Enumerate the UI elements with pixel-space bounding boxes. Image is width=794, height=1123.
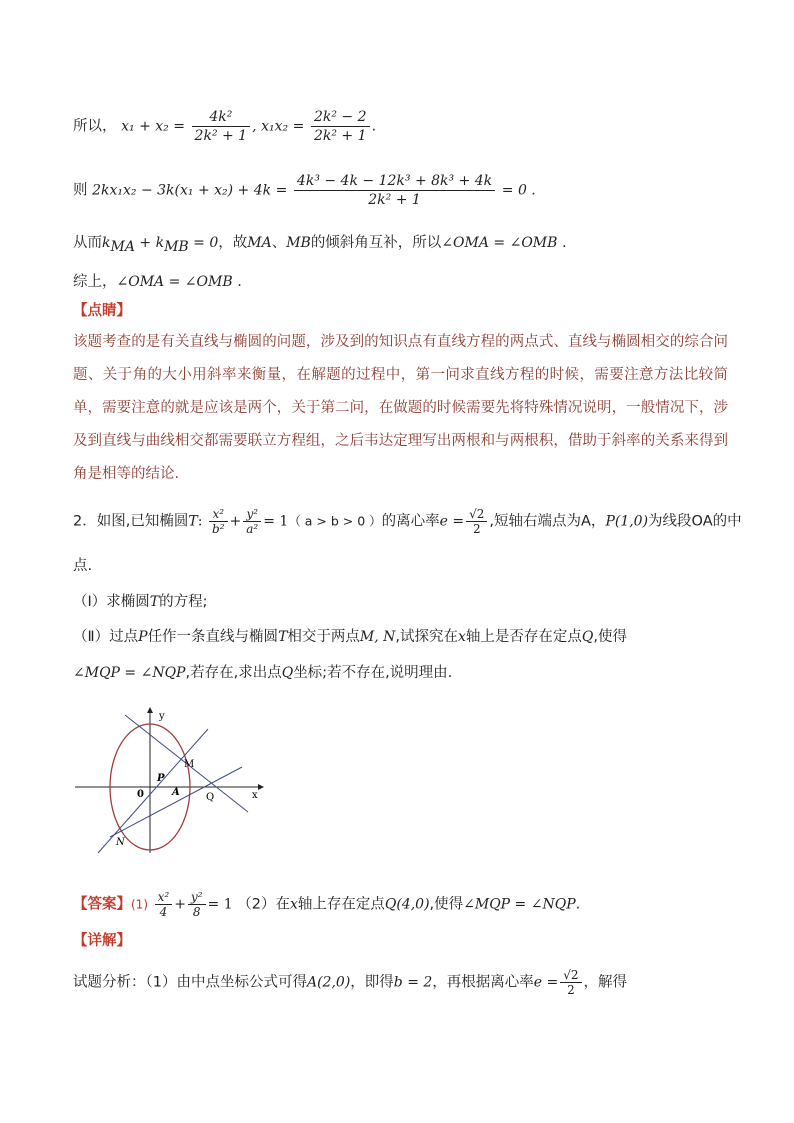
line-nq bbox=[110, 767, 242, 837]
numerator: y² bbox=[243, 507, 261, 522]
points-mn: M, N bbox=[359, 629, 396, 645]
period: . bbox=[232, 274, 242, 290]
numerator: x² bbox=[155, 890, 173, 905]
text: 2．如图,已知椭圆 bbox=[73, 513, 189, 530]
x-fraction bbox=[209, 507, 228, 536]
denominator: 8 bbox=[192, 905, 201, 919]
y-label: y bbox=[159, 711, 165, 722]
sum-fraction bbox=[192, 108, 251, 145]
q-label: Q bbox=[206, 792, 215, 803]
part-2 bbox=[73, 627, 627, 647]
problem-2-continued: 点. bbox=[73, 558, 93, 574]
m-label: M bbox=[184, 759, 195, 770]
summary-line bbox=[73, 272, 242, 292]
dianjing-paragraph: 该题考查的是有关直线与椭圆的问题，涉及到的知识点有直线方程的两点式、直线与椭圆相交的综合问题、关于角的大小用斜率来衡量，在解题的过程中，第一问求直线方程的时候，需要注意方法比较简单，需要注意的就是应该是两个，关于第二问，在做题的时候需要先将特殊情况说明，一般情况下，涉及到直线与曲线相交都需要联立方程组，之后韦达定理写出两根和与两根积，借助于斜率的关系来得到角是相等的结论. bbox=[73, 334, 728, 482]
condition: （ a > b > 0 ） bbox=[288, 513, 382, 529]
equation-sum-product bbox=[73, 108, 376, 145]
y-axis-arrow bbox=[147, 707, 153, 713]
denominator: b² bbox=[212, 522, 225, 536]
xiangjie-heading: 【详解】 bbox=[73, 933, 131, 949]
product-numerator: 2k² − 2 bbox=[311, 108, 370, 127]
text-prefix: 所以， bbox=[73, 118, 117, 135]
point-q: Q bbox=[281, 665, 294, 681]
denominator: 2 bbox=[567, 983, 575, 997]
answer-line bbox=[73, 890, 580, 919]
point-a: A(2,0) bbox=[306, 974, 351, 991]
numerator: y² bbox=[188, 890, 206, 905]
rhs-fraction bbox=[294, 172, 495, 209]
text: ，故 bbox=[218, 235, 248, 251]
text: 的离心率 bbox=[381, 513, 440, 530]
text: ,使得 bbox=[429, 896, 464, 913]
angle-equality: ∠MQP = ∠NQP bbox=[463, 896, 576, 913]
n-label: N bbox=[116, 837, 125, 848]
answer-x-fraction bbox=[155, 890, 173, 919]
text: ,使得 bbox=[593, 629, 628, 645]
ellipse-t: T bbox=[149, 594, 160, 610]
point-p: P(1,0) bbox=[605, 513, 649, 530]
ellipse-t: T bbox=[278, 629, 288, 645]
plus-k: + k bbox=[134, 235, 165, 251]
product-fraction bbox=[311, 108, 370, 145]
x-label: x bbox=[252, 790, 258, 801]
sum-denominator: 2k² + 1 bbox=[194, 128, 248, 144]
text: 任作一条直线与椭圆 bbox=[147, 629, 279, 645]
text: 的方程; bbox=[159, 594, 208, 610]
sum-lhs: x₁ + x₂ = bbox=[121, 118, 185, 135]
eccentricity-lhs: e = bbox=[533, 974, 559, 991]
conclusion-slopes bbox=[73, 233, 567, 257]
denominator: 4 bbox=[159, 905, 168, 919]
answer-heading: 【答案】 bbox=[73, 896, 131, 913]
numerator: √2 bbox=[466, 507, 487, 522]
text: 轴上存在定点 bbox=[297, 896, 385, 913]
equals-zero: = 0 bbox=[188, 235, 219, 251]
p-label: P bbox=[157, 773, 165, 784]
point-q-value: Q(4,0) bbox=[384, 896, 430, 913]
text: 从而 bbox=[73, 235, 102, 251]
text: 相交于两点 bbox=[287, 629, 360, 645]
period: . bbox=[575, 896, 581, 913]
denominator: 2 bbox=[472, 522, 481, 536]
point-q: Q bbox=[581, 629, 594, 645]
subscript-mb: MB bbox=[164, 238, 189, 255]
text: ,若存在,求出点 bbox=[185, 665, 282, 681]
plus: + bbox=[229, 513, 242, 530]
text: ,短轴右端点为A， bbox=[489, 513, 606, 530]
text: （Ⅱ）过点 bbox=[73, 629, 139, 645]
numerator: x² bbox=[209, 507, 228, 522]
text: ,试探究在 bbox=[395, 629, 459, 645]
colon: : bbox=[197, 513, 203, 530]
text: 为线段OA的中 bbox=[648, 513, 742, 530]
denominator: a² bbox=[246, 522, 259, 536]
product-lhs: x₁x₂ = bbox=[261, 118, 305, 135]
subscript-ma: MA bbox=[110, 238, 135, 255]
text: ，解得 bbox=[583, 974, 628, 991]
line-mb: MB bbox=[286, 235, 311, 251]
rhs-denominator: 2k² + 1 bbox=[368, 192, 421, 208]
b-value: b = 2 bbox=[393, 974, 433, 991]
equals-one: = 1 bbox=[207, 896, 233, 913]
point-p: P bbox=[138, 629, 148, 645]
eccentricity-fraction bbox=[560, 968, 581, 997]
origin-label: 0 bbox=[137, 789, 144, 800]
sum-numerator: 4k² bbox=[192, 108, 251, 127]
dianjing-heading: 【点睛】 bbox=[73, 303, 131, 319]
text: （2）在 bbox=[237, 896, 290, 913]
text: 试题分析：（1）由中点坐标公式可得 bbox=[73, 974, 307, 991]
plus: + bbox=[174, 896, 186, 913]
angle-equality: ∠MQP = ∠NQP bbox=[73, 665, 186, 681]
angle-equality: ∠OMA = ∠OMB bbox=[441, 235, 558, 251]
problem-2-statement bbox=[73, 507, 742, 536]
text: 的倾斜角互补，所以 bbox=[310, 235, 442, 251]
x-var: x bbox=[289, 896, 298, 913]
part-2-continued bbox=[73, 663, 452, 683]
rhs-numerator: 4k³ − 4k − 12k³ + 8k³ + 4k bbox=[294, 172, 495, 191]
period: . bbox=[557, 235, 567, 251]
text: 坐标;若不存在,说明理由. bbox=[293, 665, 453, 681]
product-denominator: 2k² + 1 bbox=[313, 128, 367, 144]
text: （Ⅰ）求椭圆 bbox=[73, 594, 150, 610]
equation-slope-sum bbox=[73, 172, 536, 209]
text: 轴上是否存在定点 bbox=[465, 629, 582, 645]
slope-k: k bbox=[102, 235, 111, 251]
rhs-zero: = 0 . bbox=[501, 182, 536, 199]
eccentricity-fraction bbox=[466, 507, 487, 536]
text: ，即得 bbox=[350, 974, 394, 991]
analysis-line bbox=[73, 968, 627, 997]
text-prefix: 则 bbox=[73, 182, 88, 199]
x-axis-arrow bbox=[258, 784, 264, 790]
separator: , bbox=[252, 118, 257, 135]
numerator: √2 bbox=[560, 968, 581, 983]
text: 、 bbox=[271, 235, 287, 251]
x-var: x bbox=[458, 629, 466, 645]
ellipse-figure bbox=[70, 705, 270, 855]
lhs-expression: 2kx₁x₂ − 3k(x₁ + x₂) + 4k = bbox=[92, 182, 288, 199]
a-label: A bbox=[172, 787, 180, 798]
period: . bbox=[371, 118, 377, 135]
part-1-marker: (1) bbox=[131, 897, 148, 912]
text: ，再根据离心率 bbox=[432, 974, 534, 991]
answer-y-fraction bbox=[188, 890, 206, 919]
y-fraction bbox=[243, 507, 261, 536]
eccentricity-lhs: e = bbox=[439, 513, 465, 530]
line-ma: MA bbox=[247, 235, 272, 251]
angle-equality: ∠OMA = ∠OMB bbox=[116, 274, 233, 290]
ellipse-t: T bbox=[188, 513, 198, 530]
text: 综上， bbox=[73, 274, 117, 290]
part-1 bbox=[73, 592, 208, 612]
equals-one: = 1 bbox=[263, 513, 289, 530]
